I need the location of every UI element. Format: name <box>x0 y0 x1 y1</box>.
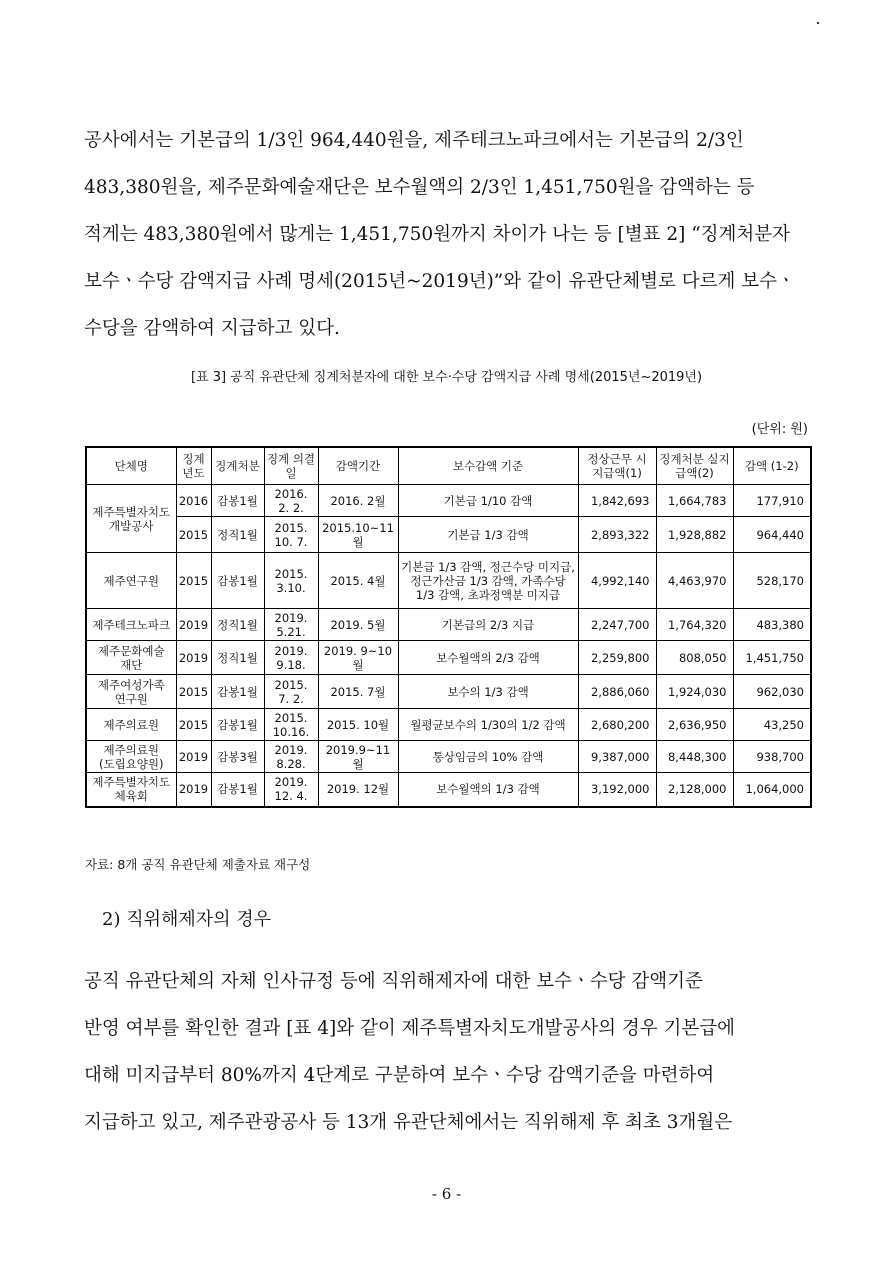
cell-year: 2019 <box>176 641 211 675</box>
cell-year: 2019 <box>176 741 211 773</box>
cell-disciplinary: 정직1월 <box>211 517 264 553</box>
cell-year: 2015 <box>176 709 211 741</box>
cell-basis: 기본급 1/3 감액 <box>398 517 578 553</box>
cell-actual-pay: 4,463,970 <box>656 553 733 609</box>
cell-actual-pay: 2,636,950 <box>656 709 733 741</box>
cell-org: 제주특별자치도 개발공사 <box>86 485 176 553</box>
cell-normal-pay: 2,893,322 <box>578 517 656 553</box>
header-org: 단체명 <box>86 447 176 485</box>
cell-normal-pay: 4,992,140 <box>578 553 656 609</box>
corner-mark <box>817 22 819 24</box>
table-row <box>86 485 811 517</box>
paragraph-line: 적게는 483,380원에서 많게는 1,451,750원까지 차이가 나는 등 [별표 2] “징계처분자 <box>84 224 791 245</box>
cell-actual-pay: 1,764,320 <box>656 609 733 641</box>
cell-disciplinary: 감봉1월 <box>211 553 264 609</box>
paragraph-line: 483,380원을, 제주문화예술재단은 보수월액의 2/3인 1,451,750원을 감액하는 등 <box>84 177 755 198</box>
cell-org: 제주의료원 <box>86 709 176 741</box>
cell-basis: 월평균보수의 1/30의 1/2 감액 <box>398 709 578 741</box>
cell-resolution-date: 2015. 10.16. <box>264 709 318 741</box>
cell-org: 제주의료원 (도립요양원) <box>86 741 176 773</box>
table-row <box>86 641 811 675</box>
cell-period: 2015. 10월 <box>318 709 398 741</box>
cell-basis: 기본급 1/10 감액 <box>398 485 578 517</box>
paragraph-line: 공직 유관단체의 자체 인사규정 등에 직위해제자에 대한 보수ㆍ수당 감액기준 <box>84 971 703 992</box>
header-disciplinary: 징계처분 <box>211 447 264 485</box>
cell-difference: 483,380 <box>733 609 811 641</box>
header-year: 징계 년도 <box>176 447 211 485</box>
cell-period: 2015. 7월 <box>318 675 398 709</box>
cell-difference: 962,030 <box>733 675 811 709</box>
cell-basis: 보수월액의 2/3 감액 <box>398 641 578 675</box>
source-note: 자료: 8개 공직 유관단체 제출자료 재구성 <box>85 857 311 872</box>
cell-resolution-date: 2016. 2. 2. <box>264 485 318 517</box>
cell-year: 2015 <box>176 675 211 709</box>
cell-difference: 528,170 <box>733 553 811 609</box>
header-normal-pay: 정상근무 시 지급액(1) <box>578 447 656 485</box>
header-actual-pay: 징계처분 실지급액(2) <box>656 447 733 485</box>
header-period: 감액기간 <box>318 447 398 485</box>
cell-year: 2015 <box>176 553 211 609</box>
cell-normal-pay: 2,886,060 <box>578 675 656 709</box>
cell-normal-pay: 2,247,700 <box>578 609 656 641</box>
cell-disciplinary: 감봉1월 <box>211 709 264 741</box>
cell-resolution-date: 2015. 3.10. <box>264 553 318 609</box>
cell-period: 2015. 4월 <box>318 553 398 609</box>
cell-normal-pay: 3,192,000 <box>578 773 656 807</box>
unit-label: (단위: 원) <box>751 422 808 437</box>
paragraph-line: 공사에서는 기본급의 1/3인 964,440원을, 제주테크노파크에서는 기본급의 2/3인 <box>84 130 744 151</box>
table-row <box>86 609 811 641</box>
cell-actual-pay: 1,924,030 <box>656 675 733 709</box>
cell-period: 2019.9~11월 <box>318 741 398 773</box>
cell-org: 제주특별자치도 체육회 <box>86 773 176 807</box>
cell-normal-pay: 2,259,800 <box>578 641 656 675</box>
cell-year: 2019 <box>176 609 211 641</box>
cell-org: 제주연구원 <box>86 553 176 609</box>
cell-actual-pay: 1,928,882 <box>656 517 733 553</box>
cell-difference: 43,250 <box>733 709 811 741</box>
cell-disciplinary: 정직1월 <box>211 609 264 641</box>
cell-resolution-date: 2015. 10. 7. <box>264 517 318 553</box>
cell-org: 제주여성가족 연구원 <box>86 675 176 709</box>
cell-actual-pay: 808,050 <box>656 641 733 675</box>
cell-period: 2019. 5월 <box>318 609 398 641</box>
paragraph-2 <box>84 958 808 1146</box>
page-number: - 6 - <box>431 1185 462 1203</box>
cell-disciplinary: 감봉1월 <box>211 485 264 517</box>
cell-difference: 938,700 <box>733 741 811 773</box>
cell-basis: 기본급의 2/3 지급 <box>398 609 578 641</box>
cell-difference: 1,064,000 <box>733 773 811 807</box>
cell-period: 2015.10~11월 <box>318 517 398 553</box>
cell-basis: 보수월액의 1/3 감액 <box>398 773 578 807</box>
table-row <box>86 741 811 773</box>
paragraph-line: 대해 미지급부터 80%까지 4단계로 구분하여 보수ㆍ수당 감액기준을 마련하여 <box>84 1065 715 1086</box>
table-row <box>86 517 811 553</box>
table-caption: [표 3] 공직 유관단체 징계처분자에 대한 보수·수당 감액지급 사례 명세(2015년~2019년) <box>190 370 703 385</box>
disciplinary-pay-table <box>85 446 812 808</box>
cell-period: 2019. 9~10월 <box>318 641 398 675</box>
section-subheading: 2) 직위해제자의 경우 <box>102 909 272 930</box>
cell-resolution-date: 2019. 9.18. <box>264 641 318 675</box>
cell-actual-pay: 2,128,000 <box>656 773 733 807</box>
cell-basis: 보수의 1/3 감액 <box>398 675 578 709</box>
cell-difference: 1,451,750 <box>733 641 811 675</box>
header-resolution-date: 징계 의결일 <box>264 447 318 485</box>
table-header-row <box>86 447 811 485</box>
cell-normal-pay: 2,680,200 <box>578 709 656 741</box>
table-row <box>86 675 811 709</box>
cell-disciplinary: 감봉3월 <box>211 741 264 773</box>
cell-basis: 기본급 1/3 감액, 정근수당 미지급, 정근가산금 1/3 감액, 가족수당 1/3 감액, 초과정액분 미지급 <box>398 553 578 609</box>
paragraph-line: 수당을 감액하여 지급하고 있다. <box>84 318 340 339</box>
table-row <box>86 553 811 609</box>
cell-year: 2016 <box>176 485 211 517</box>
cell-org: 제주테크노파크 <box>86 609 176 641</box>
paragraph-line: 반영 여부를 확인한 결과 [표 4]와 같이 제주특별자치도개발공사의 경우 기본급에 <box>84 1018 736 1039</box>
cell-normal-pay: 1,842,693 <box>578 485 656 517</box>
paragraph-line: 지급하고 있고, 제주관광공사 등 13개 유관단체에서는 직위해제 후 최초 3개월은 <box>84 1112 733 1133</box>
cell-resolution-date: 2019. 12. 4. <box>264 773 318 807</box>
table-row <box>86 773 811 807</box>
cell-actual-pay: 8,448,300 <box>656 741 733 773</box>
cell-disciplinary: 정직1월 <box>211 641 264 675</box>
cell-org: 제주문화예술 재단 <box>86 641 176 675</box>
cell-disciplinary: 감봉1월 <box>211 675 264 709</box>
header-difference: 감액 (1-2) <box>733 447 811 485</box>
cell-difference: 964,440 <box>733 517 811 553</box>
paragraph-line: 보수ㆍ수당 감액지급 사례 명세(2015년~2019년)”와 같이 유관단체별로 다르게 보수ㆍ <box>84 271 795 292</box>
cell-actual-pay: 1,664,783 <box>656 485 733 517</box>
cell-disciplinary: 감봉1월 <box>211 773 264 807</box>
cell-basis: 통상임금의 10% 감액 <box>398 741 578 773</box>
cell-resolution-date: 2019. 8.28. <box>264 741 318 773</box>
header-basis: 보수감액 기준 <box>398 447 578 485</box>
cell-difference: 177,910 <box>733 485 811 517</box>
cell-year: 2019 <box>176 773 211 807</box>
table-row <box>86 709 811 741</box>
cell-year: 2015 <box>176 517 211 553</box>
cell-period: 2019. 12월 <box>318 773 398 807</box>
cell-period: 2016. 2월 <box>318 485 398 517</box>
cell-resolution-date: 2019. 5.21. <box>264 609 318 641</box>
cell-resolution-date: 2015. 7. 2. <box>264 675 318 709</box>
cell-normal-pay: 9,387,000 <box>578 741 656 773</box>
paragraph-1 <box>84 117 808 352</box>
